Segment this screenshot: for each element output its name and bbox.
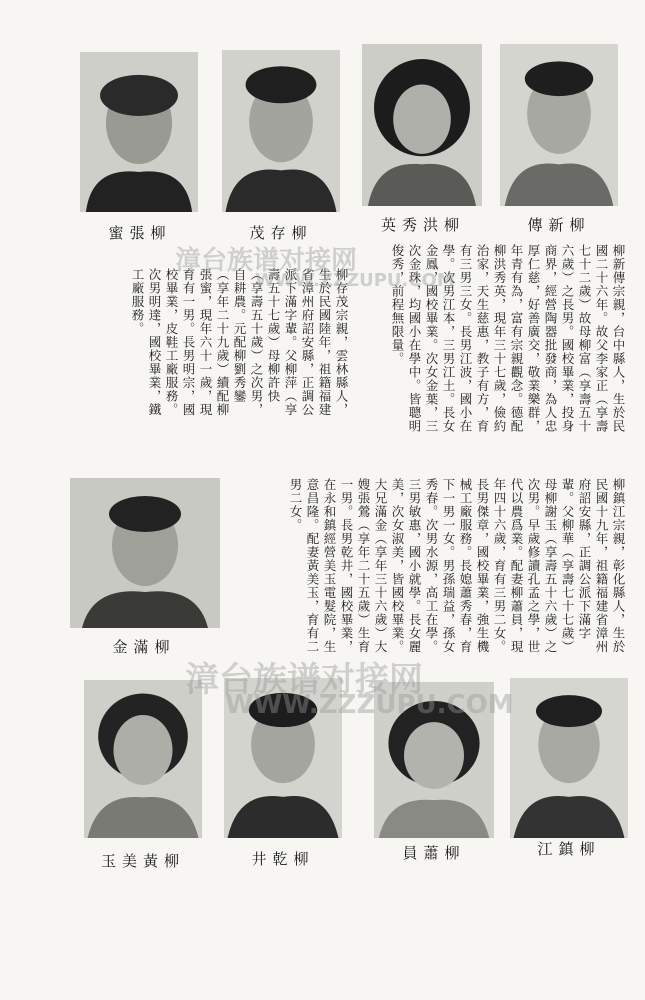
portrait-liu-zhang-mi: [80, 52, 198, 212]
watermark-text: 漳台族谱对接网: [175, 246, 358, 276]
watermark-url: WWW.ZZZUPU.COM: [255, 270, 455, 291]
bio-liu-cun-mao: 柳存茂宗親，雲林縣人，生於民國陸年，祖籍福建省漳州府詔安縣，正調公派下滿字輩。父柳萍（享壽五十七歲）母柳許快（享壽五十歲）之次男，自耕農。元配柳劉秀鑾（享年二十九歲）續配柳張蜜，現年六十一歲，現育有一男。長男明宗，國校畢業，皮鞋工廠服務。次男明達，國校畢業，鐵工廠服務。: [130, 268, 349, 417]
caption-liu-zhang-mi: 柳張蜜: [108, 224, 172, 242]
portrait-liu-huang-mei-yu: [84, 680, 202, 838]
watermark-url-lower: WWW.ZZZUPU.COM: [225, 690, 514, 720]
portrait-liu-hong-xiu-ying: [362, 44, 482, 206]
caption-liu-cun-mao: 柳存茂: [249, 224, 313, 242]
portrait-liu-zhen-jiang: [510, 678, 628, 838]
caption-liu-zhen-jiang: 柳鎮江: [537, 840, 601, 858]
caption-liu-xiao-yuan: 柳蕭員: [402, 844, 466, 862]
caption-liu-qian-jing: 柳乾井: [251, 850, 315, 868]
portrait-liu-cun-mao: [222, 50, 340, 212]
watermark-text-lower: 漳台族谱对接网: [185, 660, 423, 700]
caption-liu-xin-chuan: 柳新傳: [527, 216, 591, 234]
portrait-liu-qian-jing: [224, 678, 342, 838]
bio-liu-xin-chuan: 柳新傳宗親，台中縣人，生於民國二十六年。故父李家正（享壽七十二歲）故母柳富（享壽五十六歲）之長男。國校畢業，投身商界，經營陶器批發商，為人忠厚仁慈，好善廣交，敬業樂群，年青有為，富有宗親觀念。德配柳洪秀英，現年三十七歲，儉約治家，天生慈惠，教子有方，育有三男三女。長男江波，國小在學。次男江本，三男江土。長女金鳳，國校畢業。次女金葉，三次金珠，均國小在學中。皆聰明俊秀，前程無限量。: [390, 244, 626, 433]
caption-liu-huang-mei-yu: 柳黃美玉: [100, 852, 185, 870]
portrait-liu-xiao-yuan: [374, 682, 494, 838]
caption-liu-man-jin: 柳滿金: [112, 638, 176, 656]
bio-liu-zhen-jiang: 柳鎮江宗親，彰化縣人，生於民國十九年，祖籍福建省漳州府詔安縣，正調公派下滿字輩。父柳華（享壽七十七歲）母柳謝玉（享壽五十六歲）之次男。早歲修讀孔孟之學，世代以農爲業。配妻柳蕭員，現年四十六歲，育有三男二女。長男傑章，國校畢業，強生機械工廠服務。長媳蕭秀春，育下一男一女。男孫瑞益，孫女秀春。次男水源，高工在學。三男敏惠，國小就學。長女麗美，次女淑美，皆國校畢業。大兄滿金（享年三十六歲）大嫂張鶯（享年二十五歲）生育一男。長男乾井，國校畢業，在永和鎮經營美玉電髮院，生意昌隆。配妻黃美玉，育有二男二女。: [288, 478, 626, 654]
caption-liu-hong-xiu-ying: 柳洪秀英: [380, 216, 465, 234]
portrait-liu-man-jin: [70, 478, 220, 628]
portrait-liu-xin-chuan: [500, 44, 618, 206]
